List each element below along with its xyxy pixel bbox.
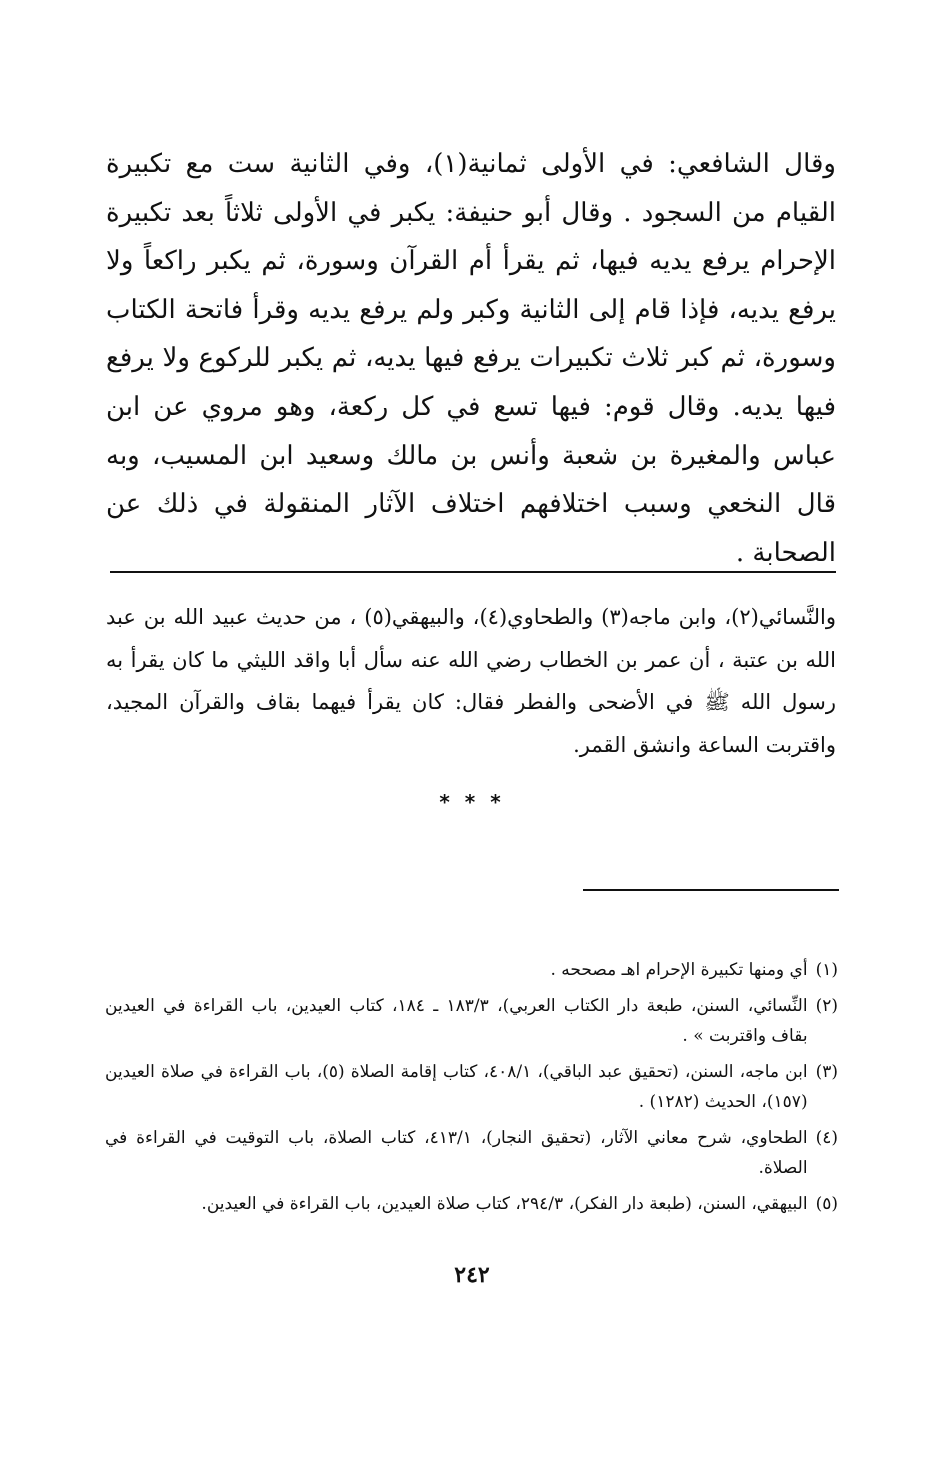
footnote-number: (٣) [815, 1062, 838, 1082]
footnote-text: النِّسائي، السنن، طبعة دار الكتاب العربي)، ١٨٣/٣ ـ ١٨٤، كتاب العيدين، باب القراءة في العيدين بقاف واقتربت » . [105, 996, 808, 1046]
continued-text-paragraph [106, 596, 836, 766]
footnote-item [105, 955, 838, 985]
main-text-paragraph [106, 140, 836, 577]
footnote-text: ابن ماجه، السنن، (تحقيق عبد الباقي)، ٤٠٨/١، كتاب إقامة الصلاة (٥)، باب القراءة في صلاة العيدين (١٥٧)، الحديث (١٢٨٢) . [105, 1062, 808, 1112]
footnote-separator-line [583, 889, 839, 891]
footnote-text: الطحاوي، شرح معاني الآثار، (تحقيق النجار)، ٤١٣/١، كتاب الصلاة، باب التوقيت في القراءة في الصلاة. [105, 1128, 808, 1178]
footnote-item [105, 1189, 838, 1219]
footnote-item [105, 1057, 838, 1117]
page-number: ٢٤٢ [454, 1262, 490, 1288]
footnote-number: (٢) [815, 996, 838, 1016]
footnote-number: (٤) [815, 1128, 838, 1148]
footnote-item [105, 991, 838, 1051]
footnote-number: (١) [815, 960, 838, 980]
section-ornament: * * * [439, 790, 505, 814]
footnotes-list [105, 955, 838, 1225]
footnote-text: أي ومنها تكبيرة الإحرام اهـ مصححه . [550, 960, 808, 980]
continued-text-body: والنَّسائي(٢)، وابن ماجه(٣) والطحاوي(٤)، والبيهقي(٥) ، من حديث عبيد الله بن عبد الله بن عتبة ، أن عمر بن الخطاب رضي الله عنه سأل أبا واقد الليثي ما كان يقرأ به رسول الله ﷺ في الأضحى والفطر فقال: كان يقرأ فيهما بقاف والقرآن المجيد، واقتربت الساعة وانشق القمر. [106, 605, 837, 757]
footnote-number: (٥) [815, 1194, 838, 1214]
section-divider-line [110, 571, 836, 573]
footnote-item [105, 1123, 838, 1183]
footnote-text: البيهقي، السنن، (طبعة دار الفكر)، ٢٩٤/٣، كتاب صلاة العيدين، باب القراءة في العيدين. [201, 1194, 808, 1214]
main-text-body: وقال الشافعي: في الأولى ثمانية(١)، وفي الثانية ست مع تكبيرة القيام من السجود . وقال أبو حنيفة: يكبر في الأولى ثلاثاً بعد تكبيرة الإحرام يرفع يديه فيها، ثم يقرأ أم القرآن وسورة، ثم يكبر راكعاً ولا يرفع يديه، فإذا قام إلى الثانية وكبر ولم يرفع يديه وقرأ فاتحة الكتاب وسورة، ثم كبر ثلاث تكبيرات يرفع فيها يديه، ثم يكبر للركوع ولا يرفع فيها يديه. وقال قوم: فيها تسع في كل ركعة، وهو مروي عن ابن عباس والمغيرة بن شعبة وأنس بن مالك وسعيد ابن المسيب، وبه قال النخعي وسبب اختلافهم اختلاف الآثار المنقولة في ذلك عن الصحابة . [106, 149, 836, 568]
